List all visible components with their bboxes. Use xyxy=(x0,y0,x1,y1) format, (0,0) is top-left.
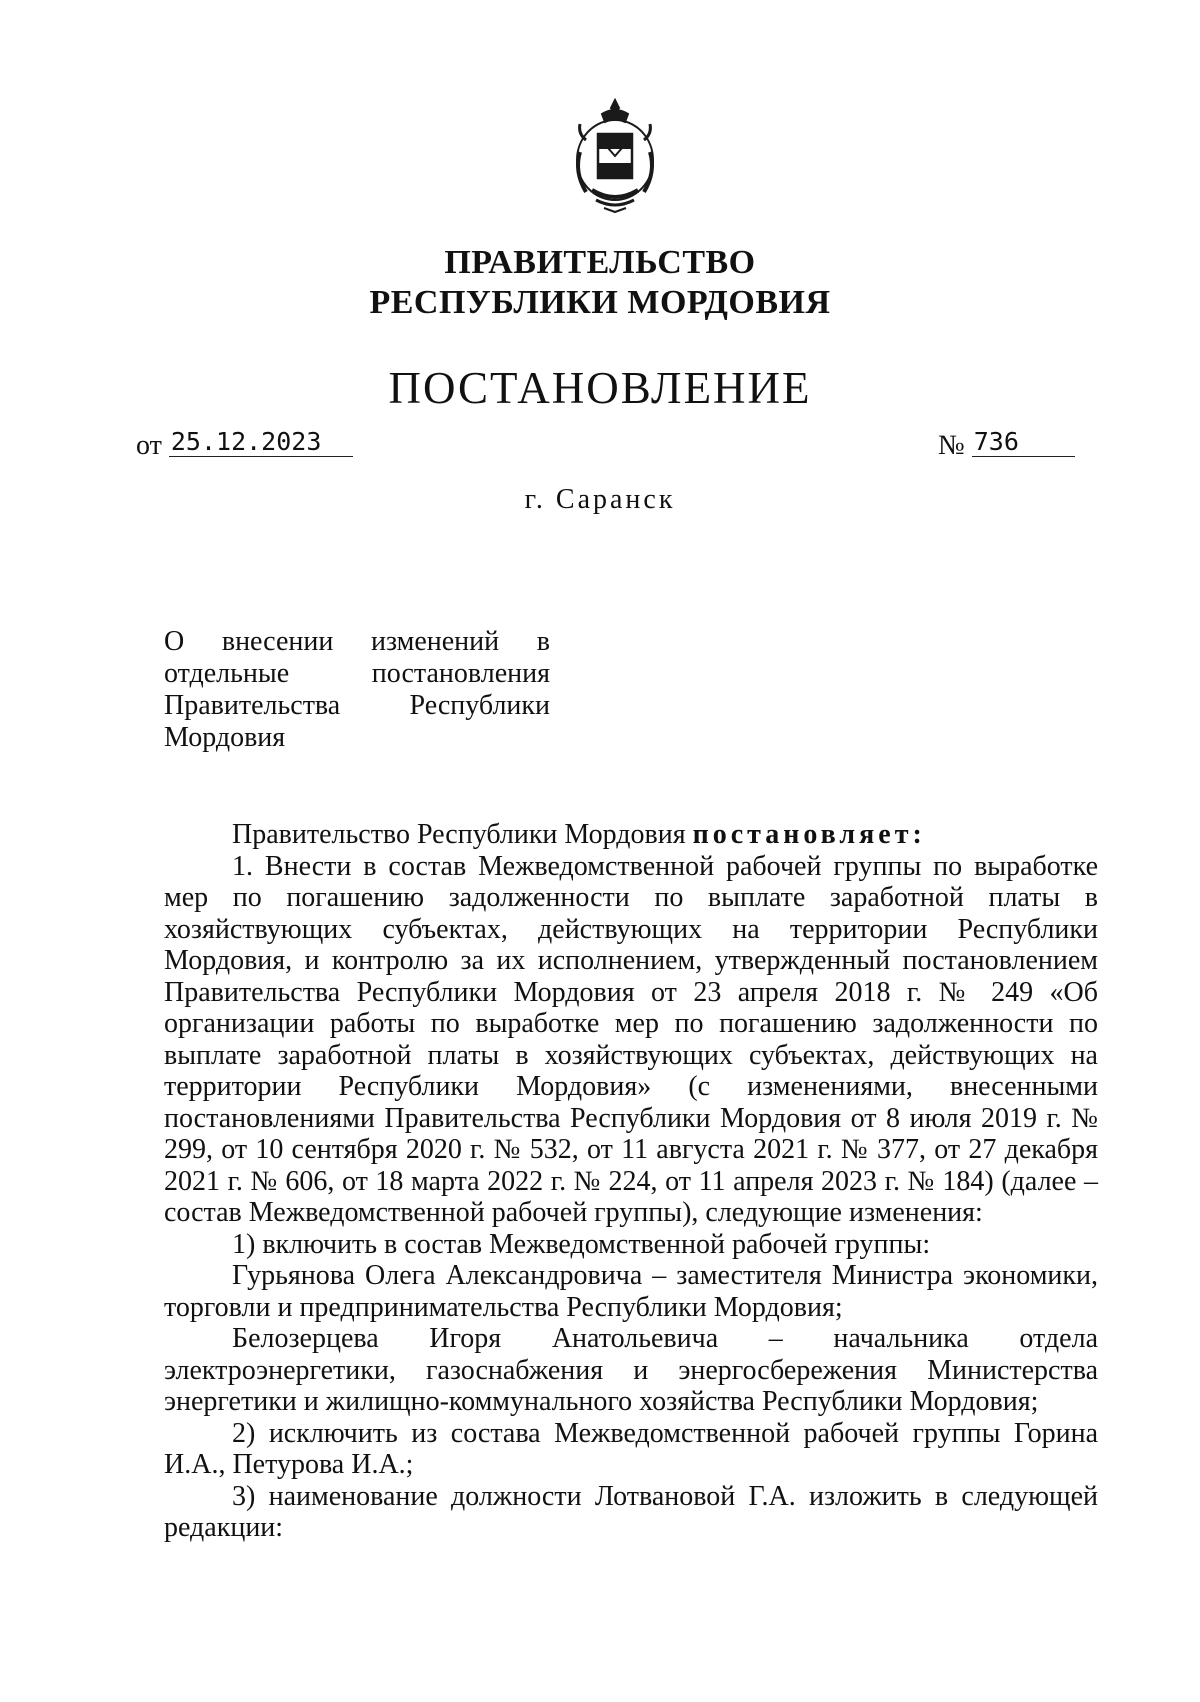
preamble xyxy=(164,819,1098,851)
government-name-line-2: РЕСПУБЛИКИ МОРДОВИЯ xyxy=(369,284,831,321)
subject-line: Мордовия xyxy=(164,722,286,753)
document-number xyxy=(938,427,1075,462)
subject-line: отдельные постановления xyxy=(164,658,550,689)
preamble-text: Правительство Республики Мордовия xyxy=(232,819,686,850)
preamble-action: постановляет: xyxy=(692,819,926,850)
document-body xyxy=(164,819,1098,1544)
coat-of-arms-of-mordovia-icon xyxy=(566,96,664,214)
body-paragraph: Гурьянова Олега Александровича – заместителя Министра экономики, торговли и предпринимательства Республики Мордовия; xyxy=(164,1260,1098,1323)
date-value: 25.12.2023 xyxy=(169,428,354,457)
body-paragraph: 1. Внести в состав Межведомственной рабочей группы по выработке мер по погашению задолженности по выплате заработной платы в хозяйствующих субъектах, действующих на территории Республики Мордовия, и контролю за их исполнением, утвержденный постановлением Правительства Республики Мордовия от 23 апреля 2018 г. № 249 «Об организации работы по выработке мер по погашению задолженности по выплате заработной платы в хозяйствующих субъектах, действующих на территории Республики Мордовия» (с изменениями, внесенными постановлениями Правительства Республики Мордовия от 8 июля 2019 г. № 299, от 10 сентября 2020 г. № 532, от 11 августа 2021 г. № 377, от 27 декабря 2021 г. № 606, от 18 марта 2022 г. № 224, от 11 апреля 2023 г. № 184) (далее – состав Межведомственной рабочей группы), следующие изменения: xyxy=(164,850,1098,1228)
body-paragraph: 2) исключить из состава Межведомственной рабочей группы Горина И.А., Петурова И.А.; xyxy=(164,1417,1098,1480)
body-paragraph: Белозерцева Игоря Анатольевича – начальника отдела электроэнергетики, газоснабжения и энергосбережения Министерства энергетики и жилищно-коммунального хозяйства Республики Мордовия; xyxy=(164,1323,1098,1417)
body-paragraph: 3) наименование должности Лотвановой Г.А. изложить в следующей редакции: xyxy=(164,1480,1098,1543)
document-subject xyxy=(164,626,550,754)
number-prefix: № xyxy=(938,430,965,461)
city-of-issue: г. Саранск xyxy=(524,484,676,515)
document-date xyxy=(136,427,353,462)
body-paragraph: 1) включить в состав Межведомственной рабочей группы: xyxy=(232,1228,931,1260)
government-name-line-1: ПРАВИТЕЛЬСТВО xyxy=(444,244,756,281)
number-value: 736 xyxy=(972,428,1075,457)
subject-line: О внесении изменений в xyxy=(164,626,550,657)
date-prefix: от xyxy=(136,430,162,461)
subject-line: Правительства Республики xyxy=(164,690,550,721)
document-type-title: ПОСТАНОВЛЕНИЕ xyxy=(388,363,812,413)
